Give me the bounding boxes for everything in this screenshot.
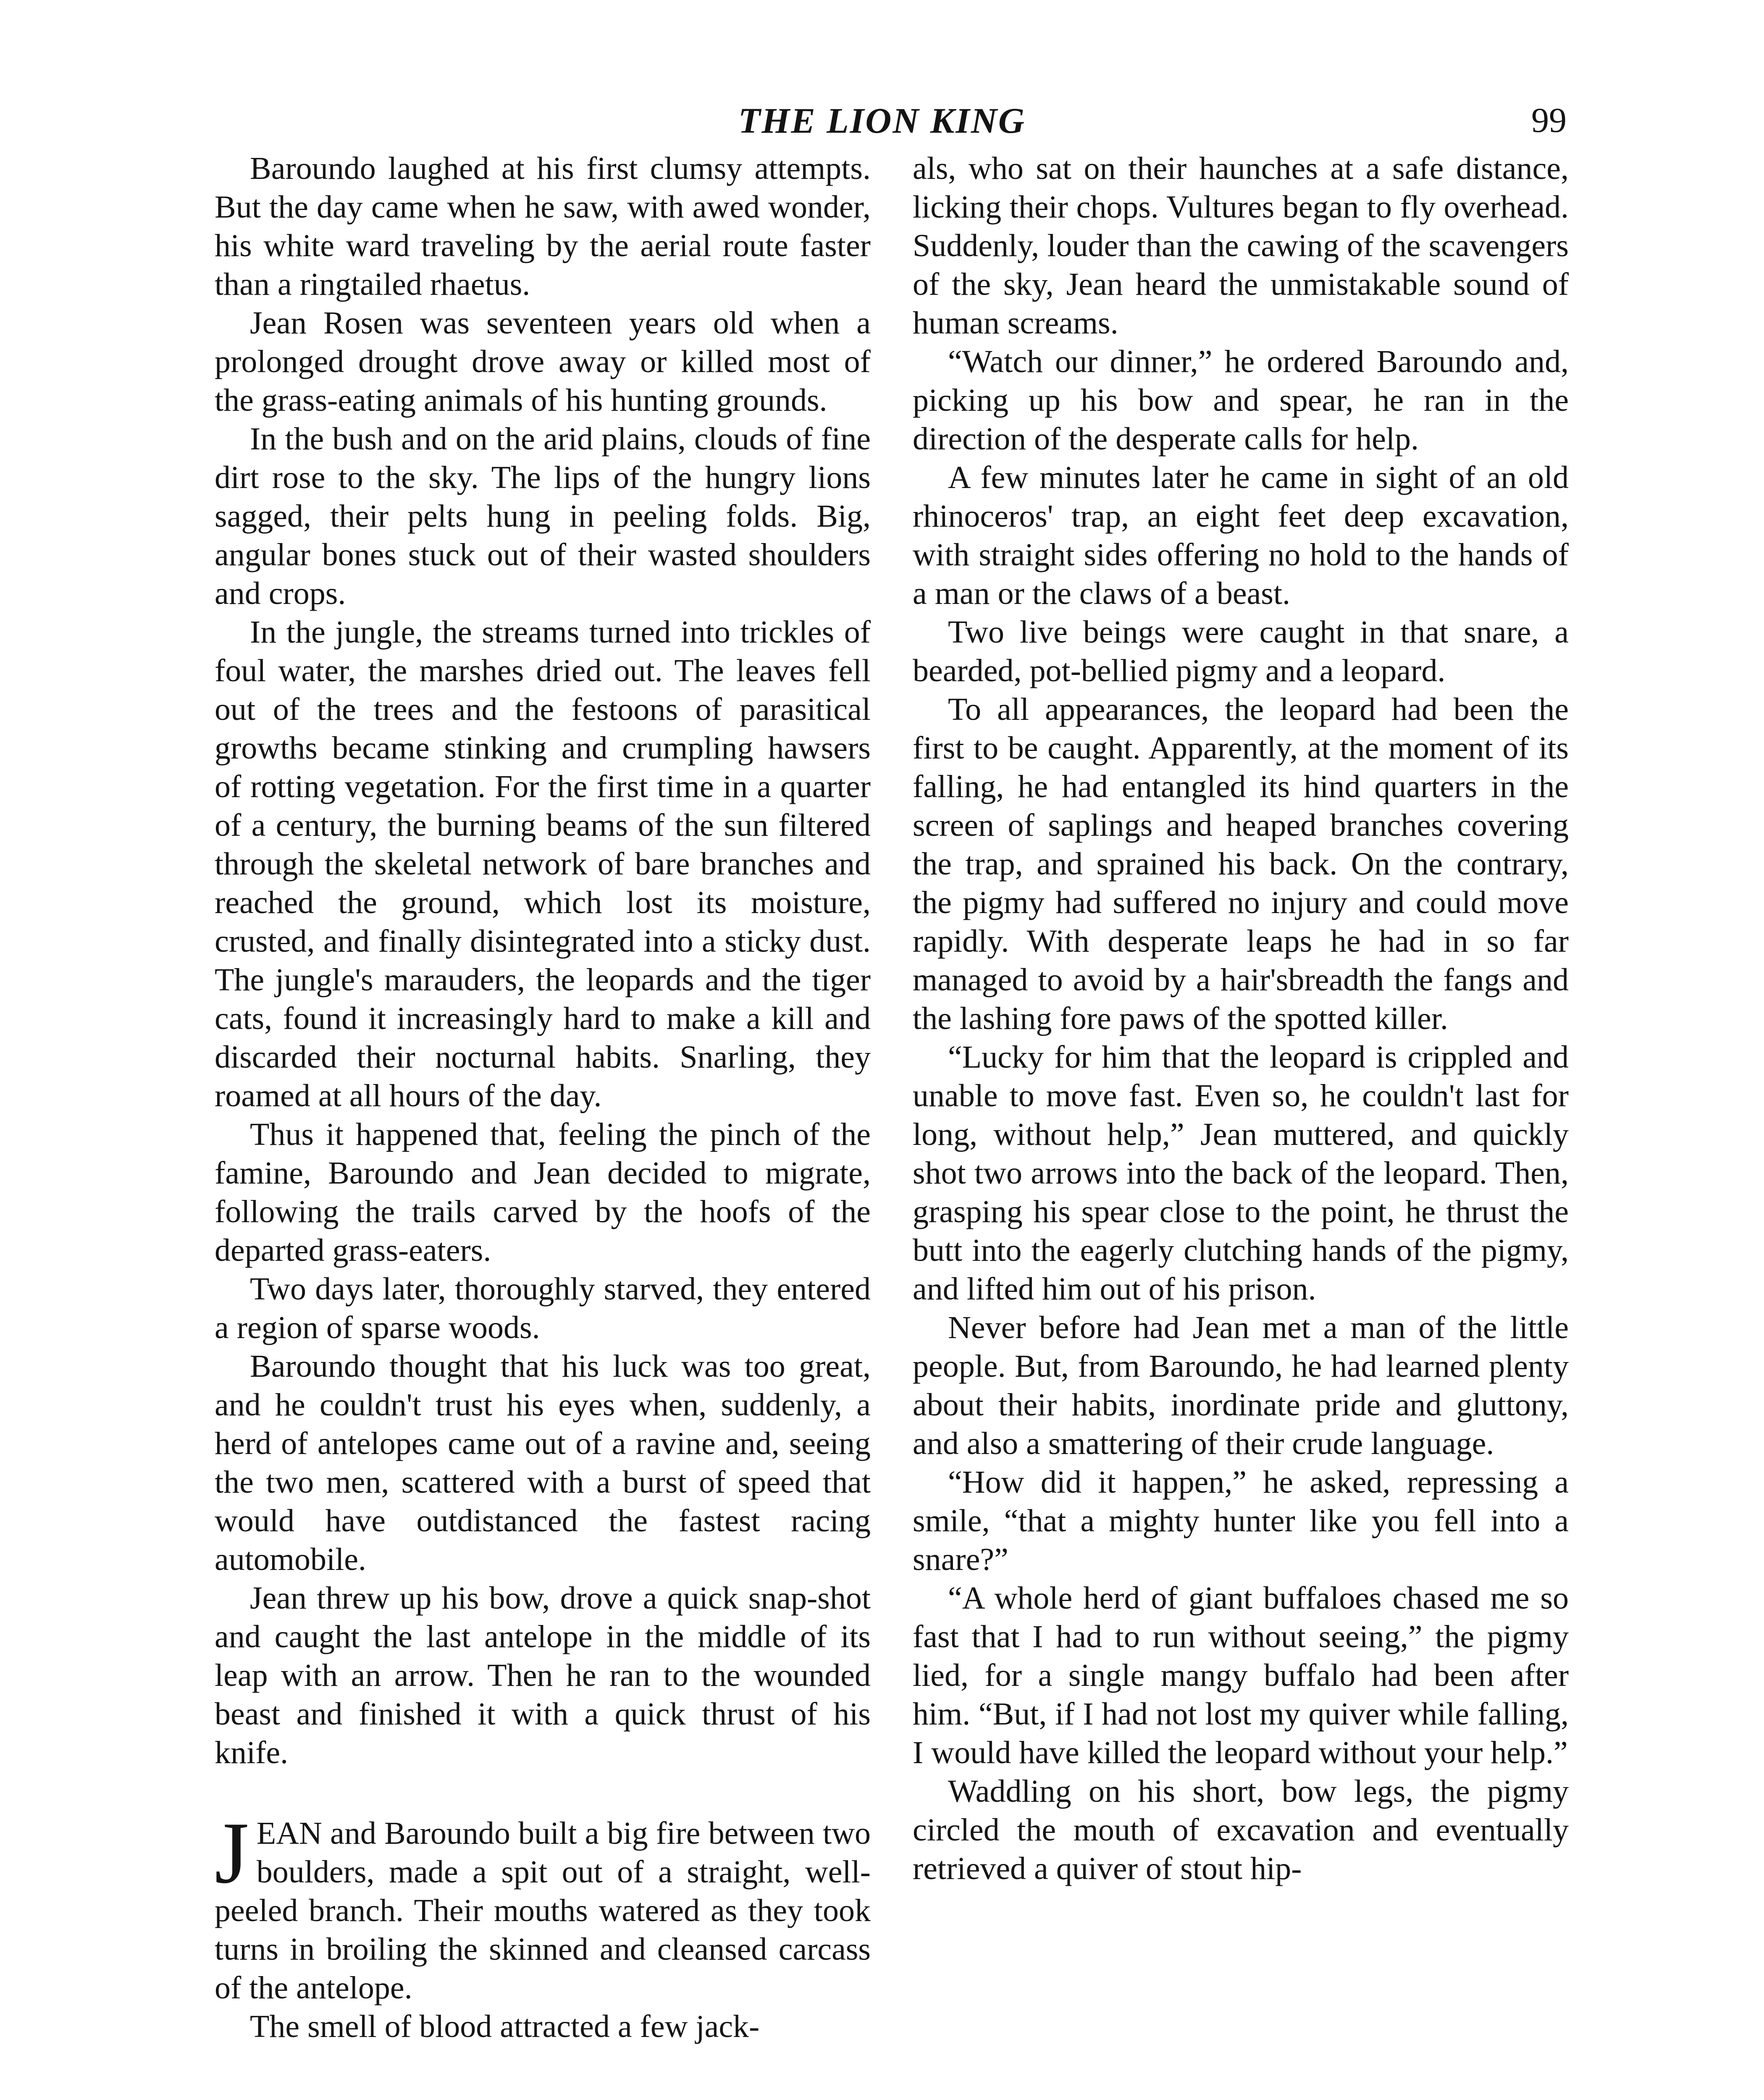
page-number: 99 — [1531, 101, 1567, 140]
paragraph: “Lucky for him that the leopard is crippled and unable to move fast. Even so, he couldn't last for long, without help,” Jean muttered, and quickly shot two arrows into the back of the leopard. Then, grasping his spear close to the point, he thrust the butt into the eagerly clutching hands of the pigmy, and lifted him out of his prison. — [913, 1040, 1569, 1307]
running-title: THE LION KING — [738, 100, 1026, 141]
paragraph: The smell of blood attracted a few jack- — [250, 2009, 760, 2044]
paragraph-text: and Baroundo built a big fire between two boulders, made a spit out of a straight, well-peeled branch. Their mouths watered as they took turns in broiling the skinned and cleansed carcass of the antelope. — [215, 1816, 871, 2006]
paragraph: Never before had Jean met a man of the little people. But, from Baroundo, he had learned plenty about their habits, inordinate pride and gluttony, and also a smattering of their crude language. — [913, 1310, 1569, 1461]
paragraph: “How did it happen,” he asked, repressing a smile, “that a mighty hunter like you fell into a snare?” — [913, 1465, 1569, 1577]
paragraph: Two days later, thoroughly starved, they entered a region of sparse woods. — [215, 1271, 871, 1345]
paragraph: Baroundo thought that his luck was too great, and he couldn't trust his eyes when, suddenly, a herd of antelopes came out of a ravine and, seeing the two men, scattered with a burst of speed that would have outdistanced the fastest racing automobile. — [215, 1349, 871, 1577]
paragraph: “A whole herd of giant buffaloes chased me so fast that I had to run without seeing,” the pigmy lied, for a single mangy buffalo had been after him. “But, if I had not lost my quiver while falling, I would have killed the leopard without your help.” — [913, 1580, 1569, 1770]
paragraph: Jean Rosen was seventeen years old when a prolonged drought drove away or killed most of the grass-eating animals of his hunting grounds. — [215, 305, 871, 418]
section-break — [215, 1772, 871, 1814]
paragraph: To all appearances, the leopard had been the first to be caught. Apparently, at the moment of its falling, he had entangled its hind quarters in the screen of saplings and heaped branches covering the trap, and sprained his back. On the contrary, the pigmy had suffered no injury and could move rapidly. With desperate leaps he had in so far managed to avoid by a hair'sbreadth the fangs and the lashing fore paws of the spotted killer. — [913, 692, 1569, 1036]
paragraph: A few minutes later he came in sight of an old rhinoceros' trap, an eight feet deep excavation, with straight sides offering no hold to the hands of a man or the claws of a beast. — [913, 460, 1569, 611]
continued-paragraph: als, who sat on their haunches at a safe distance, licking their chops. Vultures began to fly overhead. Suddenly, louder than the cawing of the scavengers of the sky, Jean heard the unmistakable sound of human screams. — [913, 151, 1569, 341]
paragraph: Jean threw up his bow, drove a quick snap-shot and caught the last antelope in the middle of its leap with an arrow. Then he ran to the wounded beast and finished it with a quick thrust of his knife. — [215, 1580, 871, 1770]
paragraph: Waddling on his short, bow legs, the pigmy circled the mouth of excavation and eventually retrieved a quiver of stout hip- — [913, 1774, 1569, 1886]
paragraph: In the jungle, the streams turned into trickles of foul water, the marshes dried out. The leaves fell out of the trees and the festoons of parasitical growths became stinking and crumpling hawsers of rotting vegetation. For the first time in a quarter of a century, the burning beams of the sun filtered through the skeletal network of bare branches and reached the ground, which lost its moisture, crusted, and finally disintegrated into a sticky dust. The jungle's marauders, the leopards and the tiger cats, found it increasingly hard to make a kill and discarded their nocturnal habits. Snarling, they roamed at all hours of the day. — [215, 614, 871, 1113]
paragraph: Thus it happened that, feeling the pinch of the famine, Baroundo and Jean decided to migrate, following the trails carved by the hoofs of the departed grass-eaters. — [215, 1117, 871, 1268]
left-column — [215, 149, 871, 2046]
paragraph: Baroundo laughed at his first clumsy attempts. But the day came when he saw, with awed wonder, his white ward traveling by the aerial route faster than a ringtailed rhaetus. — [215, 151, 871, 302]
drop-cap: J — [215, 1804, 249, 1902]
paragraph: “Watch our dinner,” he ordered Baroundo and, picking up his bow and spear, he ran in the direction of the desperate calls for help. — [913, 344, 1569, 457]
running-header — [0, 97, 1764, 144]
paragraph: In the bush and on the arid plains, clouds of fine dirt rose to the sky. The lips of the hungry lions sagged, their pelts hung in peeling folds. Big, angular bones stuck out of their wasted shoulders and crops. — [215, 421, 871, 611]
small-caps-lead: EAN — [256, 1816, 322, 1851]
section-opening-paragraph — [215, 1804, 871, 2007]
paragraph: Two live beings were caught in that snare, a bearded, pot-bellied pigmy and a leopard. — [913, 614, 1569, 688]
right-column — [913, 149, 1569, 1888]
